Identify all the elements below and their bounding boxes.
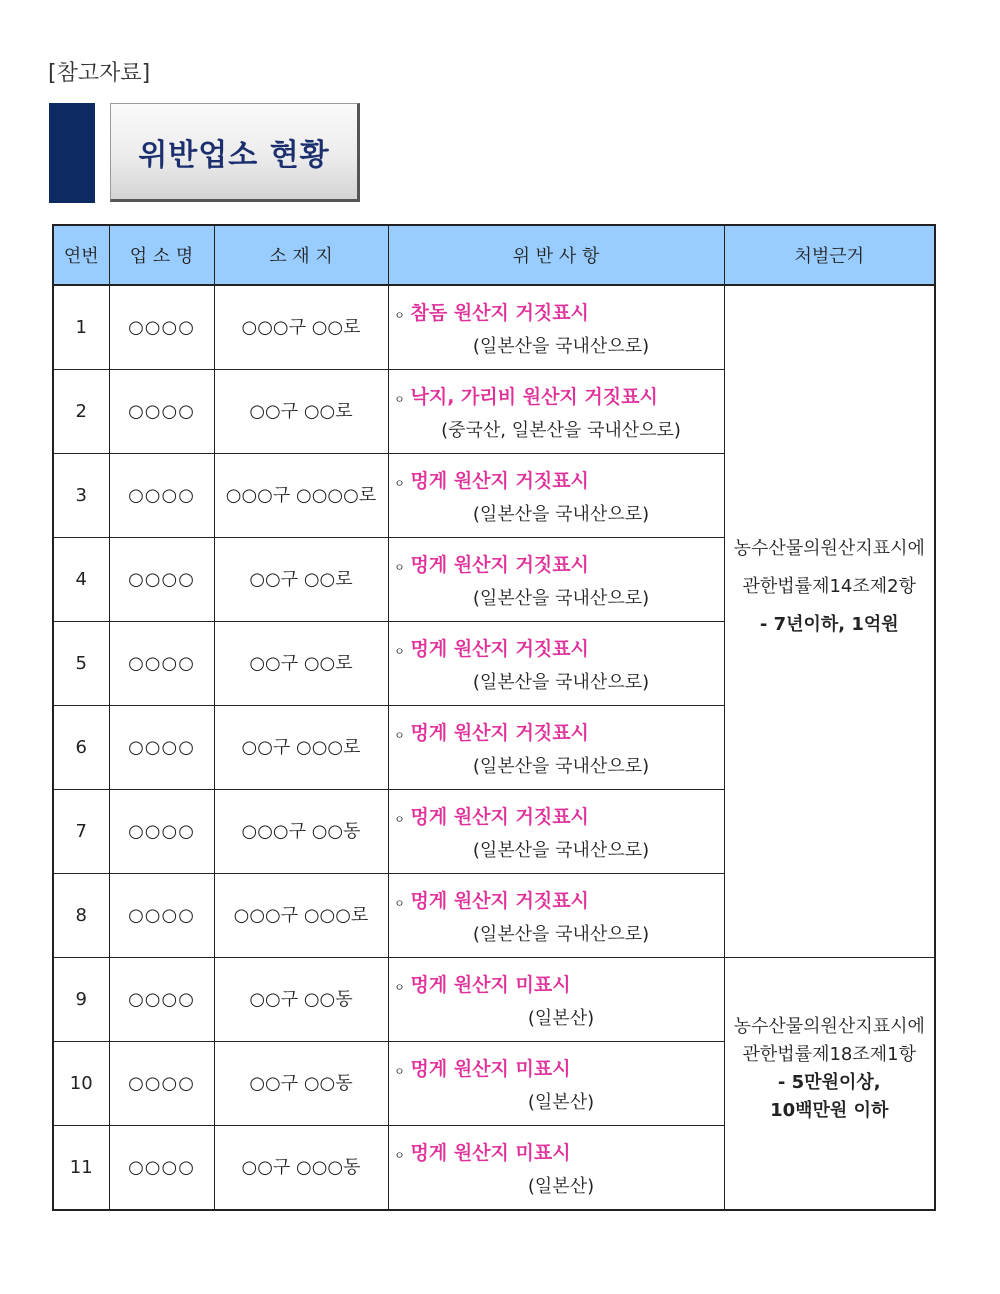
cell-no: 9	[53, 958, 109, 1042]
cell-location: ○○구 ○○○동	[214, 1126, 388, 1211]
violation-detail: (일본산)	[527, 1007, 595, 1029]
header-violation: 위 반 사 항	[388, 225, 724, 285]
violation-detail: (일본산)	[527, 1175, 595, 1197]
cell-location: ○○○구 ○○○로	[214, 874, 388, 958]
bullet-mark: ㅇ	[394, 1064, 405, 1078]
violation-title: 멍게 원산지 미표시	[410, 1141, 571, 1164]
violation-detail: (일본산을 국내산으로)	[472, 755, 650, 777]
violation-title: 참돔 원산지 거짓표시	[410, 301, 589, 324]
violation-detail: (일본산을 국내산으로)	[472, 503, 650, 525]
cell-no: 2	[53, 370, 109, 454]
cell-violation	[388, 790, 724, 874]
violation-detail: (일본산을 국내산으로)	[472, 587, 650, 609]
cell-violation	[388, 1042, 724, 1126]
cell-no: 10	[53, 1042, 109, 1126]
basis-line: 농수산물의원산지표시에	[733, 1015, 925, 1037]
violation-detail: (중국산, 일본산을 국내산으로)	[441, 419, 681, 441]
cell-name: ○○○○	[109, 285, 214, 370]
violation-detail: (일본산)	[527, 1091, 595, 1113]
bullet-mark: ㅇ	[394, 812, 405, 826]
violation-line	[389, 466, 724, 496]
basis-penalty: 10백만원 이하	[770, 1099, 889, 1121]
bullet-mark: ㅇ	[394, 896, 405, 910]
cell-basis-2	[724, 958, 935, 1211]
header-location: 소 재 지	[214, 225, 388, 285]
cell-location: ○○구 ○○로	[214, 622, 388, 706]
violation-line	[389, 886, 724, 916]
cell-no: 3	[53, 454, 109, 538]
cell-name: ○○○○	[109, 790, 214, 874]
violation-line	[389, 718, 724, 748]
violation-detail: (일본산을 국내산으로)	[472, 335, 650, 357]
cell-name: ○○○○	[109, 370, 214, 454]
table-row	[53, 958, 935, 1042]
cell-no: 6	[53, 706, 109, 790]
violation-line	[389, 550, 724, 580]
cell-location: ○○구 ○○동	[214, 1042, 388, 1126]
violation-line	[389, 970, 724, 1000]
cell-location: ○○구 ○○동	[214, 958, 388, 1042]
violation-title: 멍게 원산지 거짓표시	[410, 721, 589, 744]
title-accent-bar	[49, 103, 95, 203]
cell-violation	[388, 370, 724, 454]
cell-name: ○○○○	[109, 538, 214, 622]
violation-detail: (일본산을 국내산으로)	[472, 671, 650, 693]
cell-location: ○○○구 ○○동	[214, 790, 388, 874]
bullet-mark: ㅇ	[394, 1148, 405, 1162]
cell-name: ○○○○	[109, 1042, 214, 1126]
cell-violation	[388, 706, 724, 790]
cell-name: ○○○○	[109, 958, 214, 1042]
header-name: 업 소 명	[109, 225, 214, 285]
bullet-mark: ㅇ	[394, 560, 405, 574]
violation-line	[389, 1054, 724, 1084]
violation-title: 낙지, 가리비 원산지 거짓표시	[410, 385, 658, 408]
violation-title: 멍게 원산지 거짓표시	[410, 553, 589, 576]
cell-violation	[388, 454, 724, 538]
cell-no: 8	[53, 874, 109, 958]
violation-detail: (일본산을 국내산으로)	[472, 923, 650, 945]
cell-location: ○○○구 ○○○○로	[214, 454, 388, 538]
basis-penalty: - 7년이하, 1억원	[759, 613, 899, 635]
violation-line	[389, 634, 724, 664]
reference-label: [참고자료]	[48, 61, 151, 86]
header-basis: 처벌근거	[724, 225, 935, 285]
cell-location: ○○구 ○○○로	[214, 706, 388, 790]
basis-line: 농수산물의원산지표시에	[733, 537, 925, 559]
bullet-mark: ㅇ	[394, 392, 405, 406]
table-row	[53, 285, 935, 370]
bullet-mark: ㅇ	[394, 644, 405, 658]
cell-name: ○○○○	[109, 622, 214, 706]
cell-name: ○○○○	[109, 454, 214, 538]
violation-line	[389, 802, 724, 832]
cell-basis-1	[724, 285, 935, 958]
violation-table	[52, 224, 936, 1211]
cell-location: ○○○구 ○○로	[214, 285, 388, 370]
violation-title: 멍게 원산지 미표시	[410, 1057, 571, 1080]
cell-violation	[388, 285, 724, 370]
cell-name: ○○○○	[109, 1126, 214, 1211]
violation-title: 멍게 원산지 거짓표시	[410, 637, 589, 660]
cell-location: ○○구 ○○로	[214, 370, 388, 454]
bullet-mark: ㅇ	[394, 308, 405, 322]
table-header-row	[53, 225, 935, 285]
basis-penalty: - 5만원이상,	[777, 1071, 881, 1093]
bullet-mark: ㅇ	[394, 728, 405, 742]
violation-title: 멍게 원산지 거짓표시	[410, 469, 589, 492]
basis-line: 관한법률제14조제2항	[742, 575, 916, 597]
cell-violation	[388, 958, 724, 1042]
cell-no: 7	[53, 790, 109, 874]
violation-line	[389, 382, 724, 412]
violation-line	[389, 298, 724, 328]
bullet-mark: ㅇ	[394, 980, 405, 994]
page-title: 위반업소 현황	[138, 137, 330, 173]
violation-line	[389, 1138, 724, 1168]
bullet-mark: ㅇ	[394, 476, 405, 490]
cell-no: 1	[53, 285, 109, 370]
cell-violation	[388, 874, 724, 958]
basis-line: 관한법률제18조제1항	[742, 1043, 916, 1065]
cell-no: 5	[53, 622, 109, 706]
header-no: 연번	[53, 225, 109, 285]
cell-no: 11	[53, 1126, 109, 1211]
violation-title: 멍게 원산지 미표시	[410, 973, 571, 996]
cell-name: ○○○○	[109, 874, 214, 958]
title-box	[110, 103, 360, 202]
violation-title: 멍게 원산지 거짓표시	[410, 805, 589, 828]
cell-location: ○○구 ○○로	[214, 538, 388, 622]
violation-detail: (일본산을 국내산으로)	[472, 839, 650, 861]
cell-no: 4	[53, 538, 109, 622]
cell-violation	[388, 538, 724, 622]
cell-violation	[388, 1126, 724, 1211]
cell-name: ○○○○	[109, 706, 214, 790]
cell-violation	[388, 622, 724, 706]
violation-title: 멍게 원산지 거짓표시	[410, 889, 589, 912]
